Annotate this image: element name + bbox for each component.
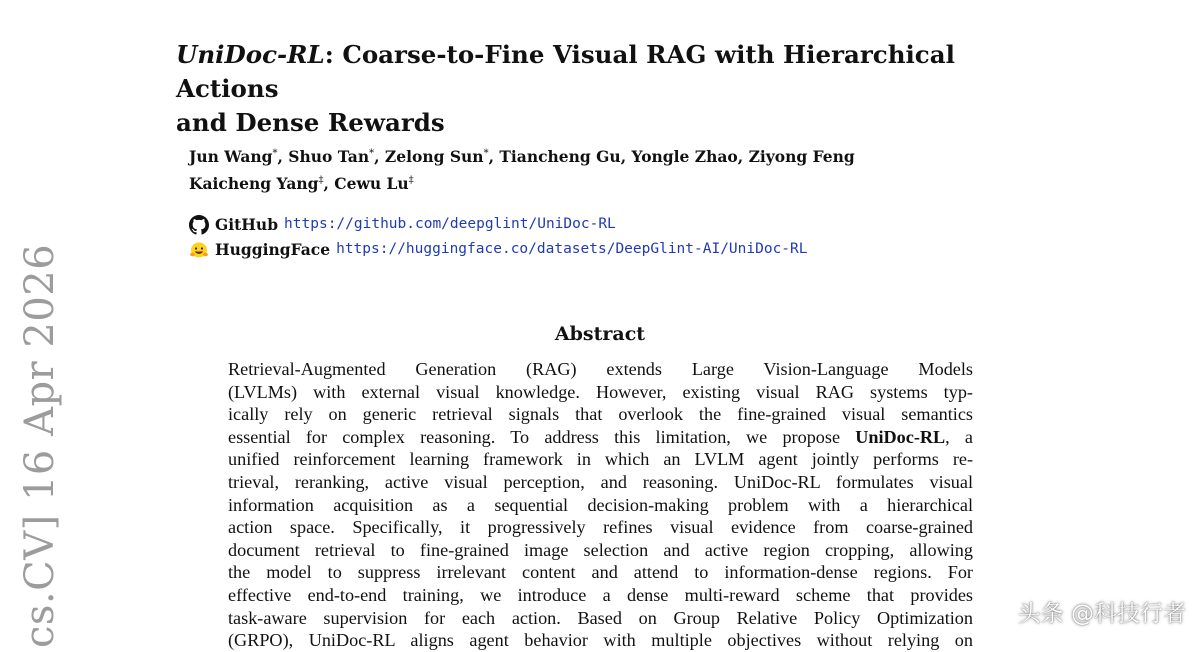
author-line-1: Jun Wang*, Shuo Tan*, Zelong Sun*, Tiancheng Gu, Yongle Zhao, Ziyong Feng (189, 147, 855, 167)
huggingface-label: HuggingFace (215, 240, 331, 259)
huggingface-url[interactable]: https://huggingface.co/datasets/DeepGlint-AI/UniDoc-RL (336, 241, 808, 257)
author-name: Tiancheng Gu (499, 147, 621, 167)
abstract-line-tail: , a (945, 426, 973, 447)
author-list (189, 142, 1009, 196)
abstract-line-text: essential for complex reasoning. To address this limitation, we propose (228, 426, 856, 447)
huggingface-link-row[interactable] (189, 237, 1049, 262)
author-affiliation-mark: * (369, 148, 375, 159)
github-url[interactable]: https://github.com/deepglint/UniDoc-RL (284, 216, 616, 232)
author-name: Kaicheng Yang (189, 174, 319, 194)
author-name: Yongle Zhao (631, 147, 738, 167)
abstract-heading: Abstract (554, 323, 646, 345)
author-affiliation-mark: * (483, 148, 489, 159)
title-line1-rest: : Coarse-to-Fine Visual RAG with Hierarchical Actions (176, 40, 955, 103)
abstract-line: (GRPO), UniDoc-RL aligns agent behavior with multiple objectives without relying on (228, 630, 973, 651)
github-label: GitHub (215, 215, 279, 234)
abstract-line: trieval, reranking, active visual perception, and reasoning. UniDoc-RL formulates visual (228, 471, 973, 492)
abstract-line: action space. Specifically, it progressively refines visual evidence from coarse-grained (228, 517, 973, 538)
abstract-line: ically rely on generic retrieval signals that overlook the fine-grained visual semantics (228, 404, 973, 425)
author-line-2: Kaicheng Yang‡, Cewu Lu‡ (189, 174, 414, 194)
abstract-line (228, 426, 973, 449)
abstract-line: the model to suppress irrelevant content and attend to information-dense regions. For (228, 562, 973, 583)
abstract-line: Retrieval-Augmented Generation (RAG) extends Large Vision-Language Models (228, 359, 973, 379)
author-name: Ziyong Feng (748, 147, 855, 167)
author-name: Cewu Lu (334, 174, 409, 194)
abstract-line: unified reinforcement learning framework in which an LVLM agent jointly performs re- (228, 449, 973, 470)
paper-title (176, 38, 1056, 140)
abstract-line: effective end-to-end training, we introduce a dense multi-reward scheme that provides (228, 584, 973, 605)
abstract-line: task-aware supervision for each action. Based on Group Relative Policy Optimization (228, 607, 973, 628)
author-affiliation-mark: ‡ (408, 175, 414, 187)
abstract-method-name: UniDoc-RL (855, 426, 946, 447)
github-icon (189, 215, 209, 235)
huggingface-icon (189, 240, 209, 260)
arxiv-stamp-text: cs.CV] 16 Apr 2026 (17, 243, 63, 648)
github-link-row[interactable] (189, 212, 1049, 237)
abstract-line: (LVLMs) with external visual knowledge. However, existing visual RAG systems typ- (228, 381, 973, 402)
author-name: Zelong Sun (384, 147, 484, 167)
author-name: Shuo Tan (288, 147, 370, 167)
author-affiliation-mark: * (272, 148, 278, 159)
abstract-line: information acquisition as a sequential decision-making problem with a hierarchical (228, 494, 973, 515)
abstract-body (228, 358, 973, 652)
abstract-line: document retrieval to fine-grained image selection and active region cropping, allowing (228, 539, 973, 560)
resource-links (189, 212, 1049, 262)
title-method-name: UniDoc-RL (176, 40, 325, 69)
title-line2: and Dense Rewards (176, 108, 445, 137)
author-affiliation-mark: ‡ (318, 175, 324, 187)
watermark: 头条 @科技行者 (1017, 601, 1186, 627)
author-name: Jun Wang (189, 147, 273, 167)
